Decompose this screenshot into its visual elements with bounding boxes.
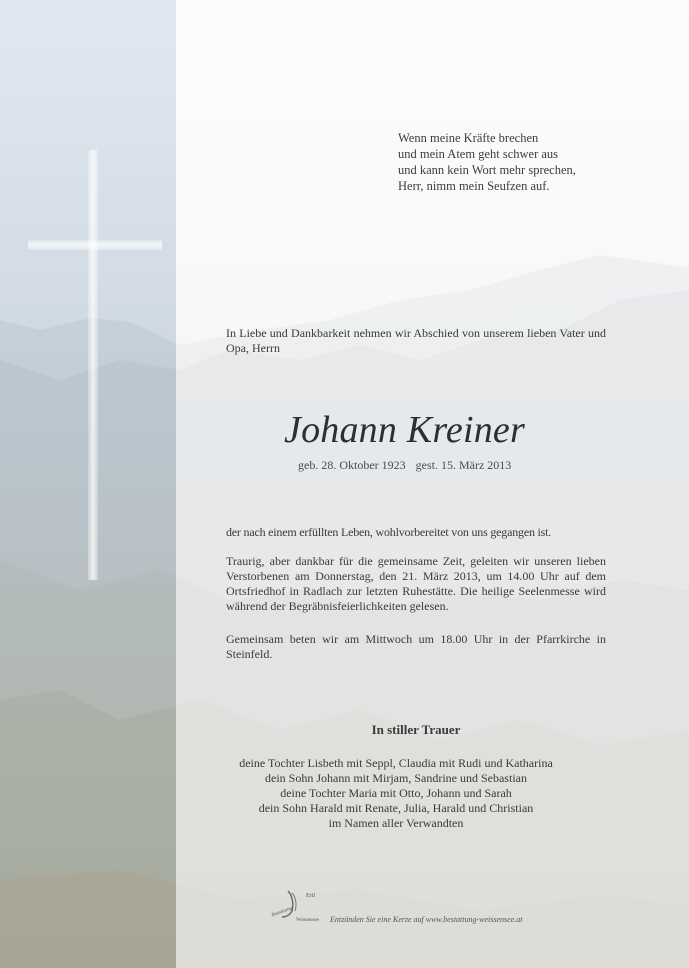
birth-date: geb. 28. Oktober 1923 [298,458,406,472]
intro-text: In Liebe und Dankbarkeit nehmen wir Abschied von unserem lieben Vater und Opa, Herrn [226,326,606,355]
mourners-title: In stiller Trauer [371,722,461,737]
poem-line: Wenn meine Kräfte brechen [398,131,539,145]
funeral-home-logo [270,885,332,925]
paragraph-prayer: Gemeinsam beten wir am Mittwoch um 18.00 Uhr in der Pfarrkirche in Steinfeld. [226,632,606,661]
poem [398,130,658,194]
deceased-name: Johann Kreiner [284,409,525,451]
candle-link-text: Entzünden Sie eine Kerze auf www.bestattung-weissensee.at [330,915,523,924]
svg-text:Bestattung: Bestattung [271,906,294,919]
paragraph-funeral: Traurig, aber dankbar für die gemeinsame Zeit, geleiten wir unseren lieben Verstorbenen am Donnerstag, den 21. März 2013, um 14.00 Uhr auf dem Ortsfriedhof in Radlach zur letzten Ruhestätte. Die heilige Seelenmesse wird während der Begräbnisfeierlichkeiten gelesen. [226,554,606,613]
mourners-list [196,756,596,831]
death-date: gest. 15. März 2013 [415,458,512,472]
poem-line: und mein Atem geht schwer aus [398,147,559,161]
cross-vertical-beam [88,150,98,580]
poem-line: und kann kein Wort mehr sprechen, [398,163,576,177]
mourner-line: dein Sohn Johann mit Mirjam, Sandrine und Sebastian [265,771,527,785]
mourner-line: deine Tochter Maria mit Otto, Johann und Sarah [280,786,512,800]
svg-text:Ertl: Ertl [306,893,315,899]
mourner-line: dein Sohn Harald mit Renate, Julia, Harald und Christian [258,801,534,815]
cross-horizontal-beam [28,240,162,250]
paragraph-departure: der nach einem erfüllten Leben, wohlvorbereitet von uns gegangen ist. [226,525,552,539]
poem-line: Herr, nimm mein Seufzen auf. [398,179,550,193]
mourner-line: im Namen aller Verwandten [328,816,464,830]
mourner-line: deine Tochter Lisbeth mit Seppl, Claudia mit Rudi und Katharina [239,756,553,770]
life-dates [298,458,598,473]
svg-text:Weissensee: Weissensee [296,918,319,923]
